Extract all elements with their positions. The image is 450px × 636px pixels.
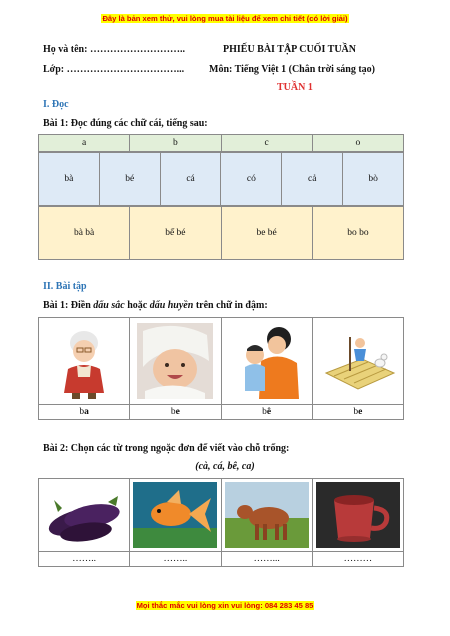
exercise1-title: Bài 1: Điền dấu sắc hoặc dấu huyền trên chữ in đậm: xyxy=(43,300,268,311)
grandmother-image xyxy=(39,318,130,405)
mother-child-image xyxy=(221,318,312,405)
cup-image xyxy=(312,479,403,552)
preview-banner: Đây là bản xem thử, vui lòng mua tài liệu để xem chi tiết (có lời giải) xyxy=(102,14,348,23)
worksheet-title: PHIẾU BÀI TẬP CUỐI TUẦN xyxy=(223,44,356,55)
syllable-cell: cá xyxy=(160,153,221,206)
blank-cell: ……... xyxy=(221,552,312,567)
exercise2-table xyxy=(38,478,404,567)
letter-cell: c xyxy=(221,135,312,152)
name-field-label: Họ và tên: ……………………….. xyxy=(43,44,185,55)
word-options: (cà, cá, bê, ca) xyxy=(195,461,255,472)
word-cell: bà bà xyxy=(39,207,130,260)
answer-cell: bê xyxy=(221,405,312,420)
blank-cell: …….. xyxy=(130,552,221,567)
section-reading-heading: I. Đọc xyxy=(43,99,69,110)
eggplant-image xyxy=(39,479,130,552)
goldfish-image xyxy=(130,479,221,552)
contact-banner: Mọi thắc mắc vui lòng xin vui lòng: 084 283 45 85 xyxy=(136,601,314,610)
syllable-cell: có xyxy=(221,153,282,206)
calf-image xyxy=(221,479,312,552)
reading-exercise-title: Bài 1: Đọc đúng các chữ cái, tiếng sau: xyxy=(43,118,208,129)
answer-cell: be xyxy=(312,405,403,420)
answer-cell: ba xyxy=(39,405,130,420)
words-table xyxy=(38,206,404,260)
syllable-cell: bà xyxy=(39,153,100,206)
letter-cell: a xyxy=(39,135,130,152)
answer-cell: be xyxy=(130,405,221,420)
syllable-cell: cả xyxy=(282,153,343,206)
word-cell: bo bo xyxy=(312,207,403,260)
blank-cell: …….. xyxy=(39,552,130,567)
word-cell: bế bé xyxy=(130,207,221,260)
letters-table xyxy=(38,134,404,152)
word-cell: be bé xyxy=(221,207,312,260)
class-field-label: Lớp: ……………………………... xyxy=(43,64,185,75)
syllable-cell: bò xyxy=(343,153,404,206)
subject-label: Môn: Tiếng Việt 1 (Chân trời sáng tạo) xyxy=(209,64,376,75)
letter-cell: b xyxy=(130,135,221,152)
raft-image xyxy=(312,318,403,405)
syllables-table xyxy=(38,152,404,206)
blank-cell: ……… xyxy=(312,552,403,567)
section-exercises-heading: II. Bài tập xyxy=(43,281,87,292)
baby-image xyxy=(130,318,221,405)
exercise2-title: Bài 2: Chọn các từ trong ngoặc đơn để viết vào chỗ trống: xyxy=(43,443,290,454)
exercise1-table xyxy=(38,317,404,420)
week-label: TUẦN 1 xyxy=(277,82,313,93)
letter-cell: o xyxy=(312,135,403,152)
syllable-cell: bé xyxy=(99,153,160,206)
